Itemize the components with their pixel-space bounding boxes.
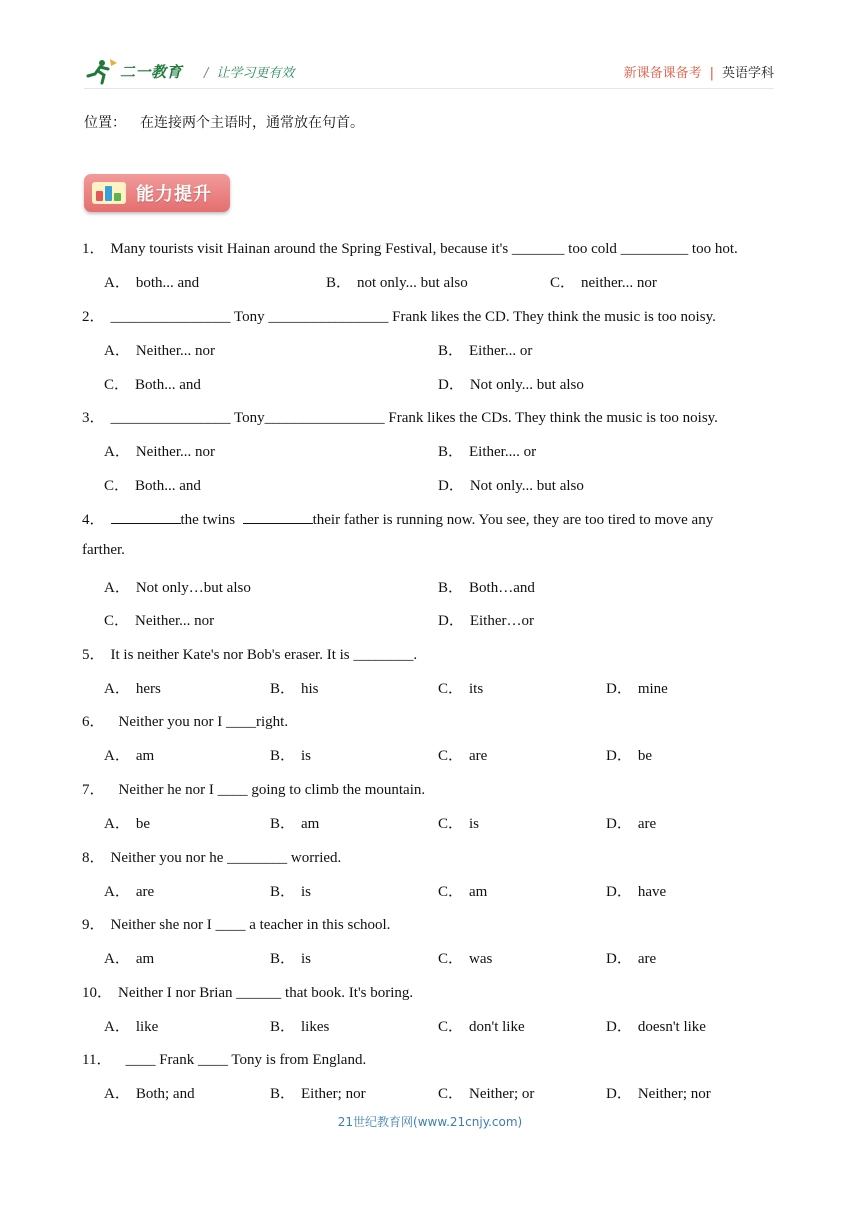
option-d[interactable] (606, 677, 668, 698)
option-a[interactable] (104, 880, 154, 901)
option-a[interactable] (104, 1082, 195, 1103)
option-letter: A． (104, 884, 130, 900)
option-text: am (135, 748, 155, 764)
option-letter: B． (270, 1086, 296, 1102)
option-text: Neither; nor (637, 1086, 711, 1102)
option-text: Neither... nor (135, 613, 215, 629)
option-d[interactable] (606, 1015, 706, 1036)
question-5 (82, 643, 417, 664)
option-text: neither... nor (581, 275, 657, 291)
option-text: Both... and (135, 377, 201, 393)
question-text: Neither you nor he ________ worried. (110, 850, 342, 866)
question-text: Neither she nor I ____ a teacher in this school. (110, 917, 391, 933)
option-letter: B． (270, 884, 296, 900)
option-text: Neither; or (469, 1086, 535, 1102)
question-text: their father is running now. You see, they are too tired to move any (312, 512, 714, 528)
option-a[interactable] (104, 677, 161, 698)
option-letter: D． (438, 478, 464, 494)
option-text: am (301, 816, 320, 832)
option-letter: A． (104, 275, 130, 291)
option-c[interactable] (104, 609, 214, 630)
option-d[interactable] (606, 744, 652, 765)
option-letter: D． (606, 681, 632, 697)
option-text: am (135, 951, 155, 967)
option-text: its (469, 681, 484, 697)
option-letter: D． (606, 1019, 632, 1035)
option-letter: D． (606, 816, 632, 832)
option-text: be (135, 816, 151, 832)
question-text: Neither you nor I ____right. (118, 714, 289, 730)
option-c[interactable] (438, 1082, 534, 1103)
option-text: is (301, 748, 312, 764)
option-letter: C． (438, 884, 464, 900)
logo (84, 56, 182, 86)
slogan-text: 让学习更有效 (216, 66, 295, 81)
option-letter: C． (104, 613, 130, 629)
option-d[interactable] (606, 947, 656, 968)
option-letter: A． (104, 1019, 130, 1035)
option-c[interactable] (438, 677, 483, 698)
option-b[interactable] (270, 744, 311, 765)
option-text: Neither... nor (135, 343, 215, 359)
question-text: Many tourists visit Hainan around the Spring Festival, because it's _______ too cold _________ too hot. (110, 241, 738, 257)
runner-logo-icon (84, 57, 118, 85)
option-c[interactable] (438, 880, 487, 901)
option-a[interactable] (104, 1015, 158, 1036)
option-letter: B． (270, 816, 296, 832)
question-text: It is neither Kate's nor Bob's eraser. It is ________. (110, 647, 418, 663)
option-d[interactable] (438, 373, 584, 394)
option-letter: D． (438, 377, 464, 393)
option-text: are (469, 748, 488, 764)
option-text: Either.... or (469, 444, 537, 460)
option-a[interactable] (104, 271, 199, 292)
option-letter: A． (104, 580, 130, 596)
question-text: ____ Frank ____ Tony is from England. (125, 1052, 367, 1068)
option-d[interactable] (606, 880, 666, 901)
question-number: 3． (82, 410, 105, 426)
option-text: his (301, 681, 319, 697)
question-number: 1． (82, 241, 105, 257)
option-letter: A． (104, 748, 130, 764)
option-letter: A． (104, 343, 130, 359)
section-icon (92, 182, 126, 204)
option-text: are (637, 816, 657, 832)
option-text: am (469, 884, 488, 900)
option-c[interactable] (550, 271, 657, 292)
option-text: doesn't like (637, 1019, 706, 1035)
option-letter: A． (104, 816, 130, 832)
logo-text: 二一教育 (120, 62, 183, 81)
option-a[interactable] (104, 744, 154, 765)
option-c[interactable] (438, 812, 479, 833)
option-letter: D． (606, 884, 632, 900)
option-text: Not only... but also (469, 377, 584, 393)
question-number: 5． (82, 647, 105, 663)
answer-blank[interactable] (111, 509, 181, 524)
option-text: not only... but also (357, 275, 468, 291)
option-d[interactable] (438, 609, 534, 630)
option-b[interactable] (270, 947, 311, 968)
option-letter: C． (438, 1086, 464, 1102)
option-b[interactable] (326, 271, 468, 292)
option-a[interactable] (104, 947, 154, 968)
option-b[interactable] (438, 440, 536, 461)
section-title: 能力提升 (136, 184, 212, 205)
question-number: 4． (82, 512, 105, 528)
question-3 (82, 406, 718, 427)
option-letter: B． (438, 343, 464, 359)
option-letter: C． (104, 377, 130, 393)
option-letter: A． (104, 681, 130, 697)
option-text: like (135, 1019, 159, 1035)
option-letter: D． (606, 748, 632, 764)
option-text: mine (637, 681, 668, 697)
question-1 (82, 237, 738, 258)
option-text: Both... and (135, 478, 201, 494)
option-text: both... and (135, 275, 200, 291)
question-number: 10． (82, 985, 113, 1001)
header-divider (84, 88, 774, 89)
question-9 (82, 913, 390, 934)
option-text: Neither... nor (135, 444, 215, 460)
option-text: Both…and (469, 580, 535, 596)
question-number: 8． (82, 850, 105, 866)
question-number: 9． (82, 917, 105, 933)
option-letter: D． (606, 1086, 632, 1102)
option-text: was (469, 951, 493, 967)
option-c[interactable] (438, 947, 492, 968)
option-letter: C． (438, 816, 464, 832)
option-c[interactable] (438, 1015, 525, 1036)
option-letter: C． (438, 951, 464, 967)
option-text: Either... or (469, 343, 533, 359)
question-8 (82, 846, 341, 867)
option-letter: B． (270, 748, 296, 764)
option-c[interactable] (104, 474, 201, 495)
question-text: ________________ Tony________________ Frank likes the CDs. They think the music is too noisy. (110, 410, 718, 426)
answer-blank[interactable] (243, 509, 313, 524)
option-b[interactable] (270, 1015, 329, 1036)
option-text: Either; nor (301, 1086, 366, 1102)
header-right: 新课备课备考 | 英语学科 (623, 66, 774, 81)
question-text: ________________ Tony ________________ Frank likes the CD. They think the music is too noisy. (110, 309, 716, 325)
question-11 (82, 1048, 366, 1069)
option-b[interactable] (270, 880, 311, 901)
option-text: don't like (469, 1019, 525, 1035)
question-2 (82, 305, 716, 326)
option-letter: D． (606, 951, 632, 967)
page-header (84, 56, 774, 88)
page-footer[interactable]: 21世纪教育网(www.21cnjy.com) (337, 1115, 523, 1129)
option-c[interactable] (438, 744, 487, 765)
position-key: 位置： (84, 115, 126, 131)
option-text: Both; and (135, 1086, 195, 1102)
question-6 (82, 710, 288, 731)
question-number: 6． (82, 714, 105, 730)
option-text: is (301, 951, 312, 967)
option-letter: D． (438, 613, 464, 629)
position-text: 在连接两个主语时，通常放在句首。 (140, 115, 364, 131)
option-text: be (637, 748, 653, 764)
option-a[interactable] (104, 576, 251, 597)
question-text: the twins (180, 512, 236, 528)
question-10 (82, 981, 413, 1002)
question-text: farther. (82, 542, 125, 558)
option-b[interactable] (270, 1082, 366, 1103)
header-tagline: 新课备课备考 (623, 66, 702, 81)
question-7 (82, 778, 425, 799)
option-letter: B． (270, 1019, 296, 1035)
option-text: is (301, 884, 312, 900)
option-letter: C． (438, 748, 464, 764)
option-text: are (637, 951, 657, 967)
option-text: have (637, 884, 667, 900)
header-subject: 英语学科 (721, 66, 774, 81)
option-letter: A． (104, 1086, 130, 1102)
option-letter: C． (550, 275, 576, 291)
option-b[interactable] (438, 576, 535, 597)
option-a[interactable] (104, 440, 215, 461)
section-banner (84, 174, 230, 212)
option-letter: B． (326, 275, 352, 291)
option-letter: B． (270, 951, 296, 967)
option-b[interactable] (438, 339, 532, 360)
option-text: Not only…but also (135, 580, 251, 596)
option-a[interactable] (104, 812, 150, 833)
option-text: are (135, 884, 155, 900)
option-letter: A． (104, 951, 130, 967)
option-b[interactable] (270, 677, 319, 698)
option-text: is (469, 816, 480, 832)
option-text: Either…or (469, 613, 534, 629)
question-text: Neither he nor I ____ going to climb the mountain. (118, 782, 426, 798)
option-b[interactable] (270, 812, 319, 833)
option-letter: C． (438, 1019, 464, 1035)
option-text: hers (135, 681, 161, 697)
option-text: likes (301, 1019, 330, 1035)
option-letter: B． (270, 681, 296, 697)
option-letter: B． (438, 444, 464, 460)
option-letter: C． (104, 478, 130, 494)
option-letter: B． (438, 580, 464, 596)
option-d[interactable] (438, 474, 584, 495)
question-number: 7． (82, 782, 105, 798)
option-letter: A． (104, 444, 130, 460)
option-c[interactable] (104, 373, 201, 394)
option-d[interactable] (606, 812, 656, 833)
option-letter: C． (438, 681, 464, 697)
position-note (84, 112, 364, 132)
option-d[interactable] (606, 1082, 711, 1103)
question-number: 2． (82, 309, 105, 325)
option-text: Not only... but also (469, 478, 584, 494)
question-text: Neither I nor Brian ______ that book. It's boring. (118, 985, 414, 1001)
option-a[interactable] (104, 339, 215, 360)
question-4 (82, 508, 713, 529)
question-4-continued (82, 542, 125, 559)
question-number: 11． (82, 1052, 112, 1068)
slogan: / 让学习更有效 (204, 66, 295, 81)
